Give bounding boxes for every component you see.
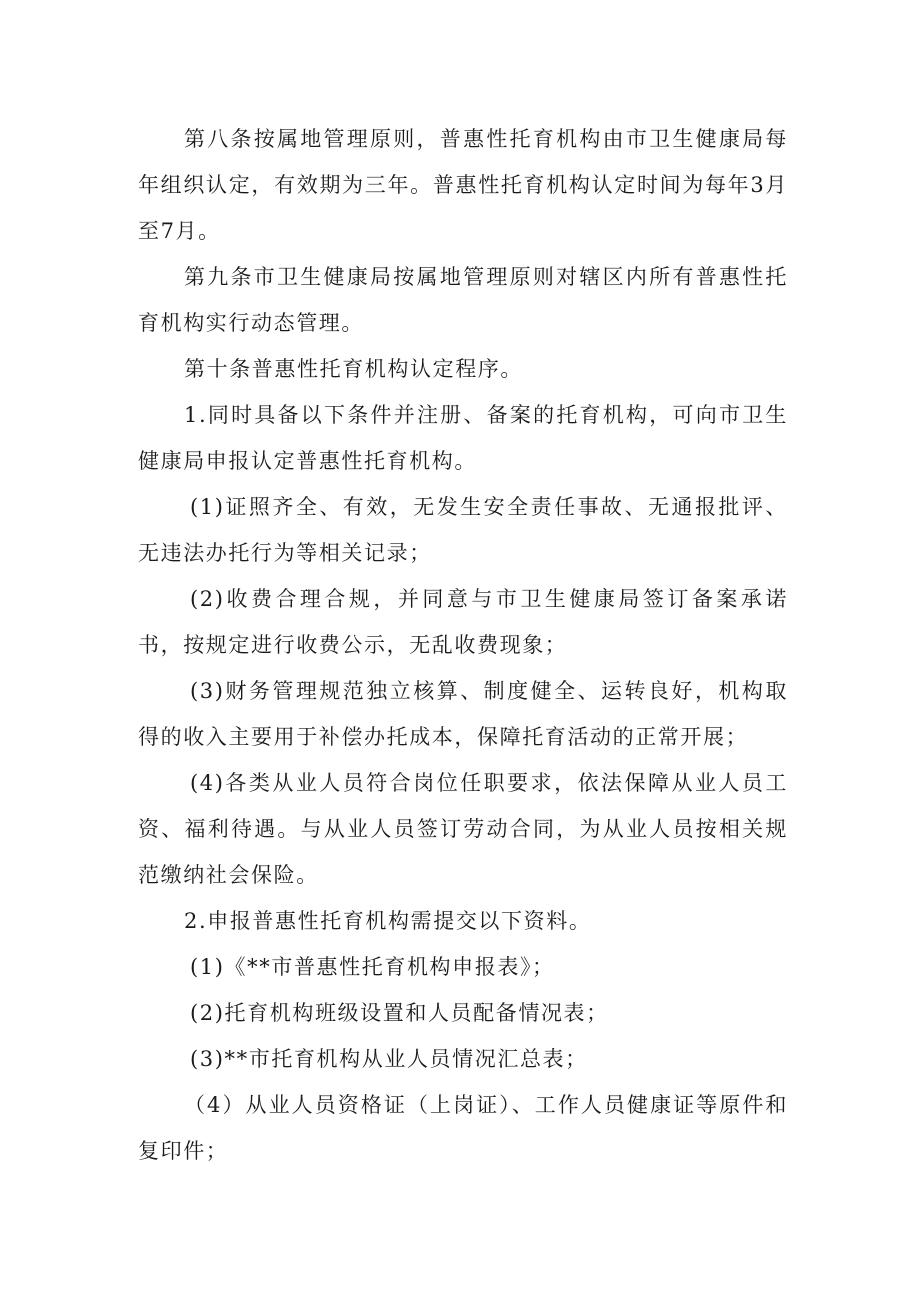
condition-3-paragraph: (3)财务管理规范独立核算、制度健全、运转良好，机构取得的收入主要用于补偿办托成本，保障托育活动的正常开展；: [138, 679, 788, 749]
condition-1-paragraph: (1)证照齐全、有效，无发生安全责任事故、无通报批评、无违法办托行为等相关记录；: [138, 495, 788, 565]
material-1-paragraph: (1)《**市普惠性托育机构申报表》；: [190, 955, 555, 979]
material-4-paragraph: （4）从业人员资格证（上岗证）、工作人员健康证等原件和复印件；: [138, 1093, 788, 1163]
material-2-paragraph: (2)托育机构班级设置和人员配备情况表；: [190, 1001, 609, 1025]
article-9-paragraph: 第九条市卫生健康局按属地管理原则对辖区内所有普惠性托育机构实行动态管理。: [138, 265, 788, 335]
condition-4-paragraph: (4)各类从业人员符合岗位任职要求，依法保障从业人员工资、福利待遇。与从业人员签订劳动合同，为从业人员按相关规范缴纳社会保险。: [138, 771, 788, 887]
material-3-paragraph: (3)**市托育机构从业人员情况汇总表；: [190, 1047, 588, 1071]
article-8-paragraph: 第八条按属地管理原则，普惠性托育机构由市卫生健康局每年组织认定，有效期为三年。普惠性托育机构认定时间为每年3月至7月。: [138, 127, 788, 243]
condition-2-paragraph: (2)收费合理合规，并同意与市卫生健康局签订备案承诺书，按规定进行收费公示，无乱收费现象；: [138, 587, 788, 657]
item-1-paragraph: 1.同时具备以下条件并注册、备案的托育机构，可向市卫生健康局申报认定普惠性托育机构。: [138, 403, 788, 473]
document-body: [138, 116, 788, 1174]
item-2-paragraph: 2.申报普惠性托育机构需提交以下资料。: [184, 909, 592, 933]
article-10-paragraph: 第十条普惠性托育机构认定程序。: [184, 357, 523, 381]
